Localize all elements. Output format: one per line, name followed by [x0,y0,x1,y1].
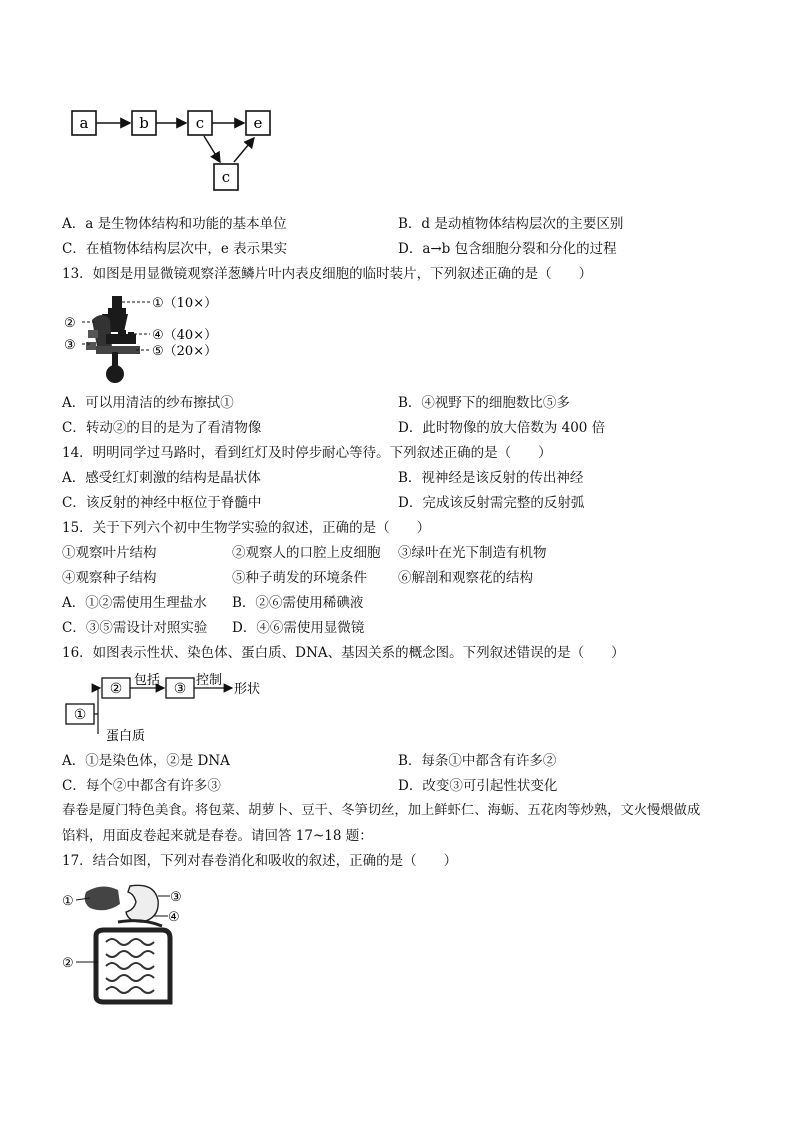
q14-option-b: B．视神经是该反射的传出神经 [398,470,584,486]
q16-option-a: A．①是染色体，②是 DNA [62,753,230,769]
q14-option-c: C．该反射的神经中枢位于脊髓中 [62,495,262,511]
q14-stem: 14．明明同学过马路时，看到红灯及时停步耐心等待。下列叙述正确的是（ ） [62,445,552,461]
q13-option-b: B．④视野下的细胞数比⑤多 [398,395,570,411]
q17-label-4: ④ [168,910,180,925]
label-protein: 蛋白质 [106,729,146,744]
q17-label-1: ① [62,894,74,909]
q15-option-d: D．④⑥需使用显微镜 [232,620,365,636]
arrow-c-down [204,136,220,162]
label-include: 包括 [134,673,161,688]
label-a: a [79,114,89,132]
q13-option-a: A．可以用清洁的纱布擦拭① [62,395,234,411]
node-3: ③ [173,681,187,697]
label-e: e [253,114,263,132]
microscope-image [86,296,140,383]
label-c: c [195,114,205,132]
label-trait: 形状 [234,682,261,697]
arrow-up-e [234,138,254,162]
q15-experiment-2: ②观察人的口腔上皮细胞 [232,545,381,561]
node-1: ① [73,707,87,723]
q15-option-a: A．①②需使用生理盐水 [62,595,207,611]
q15-experiment-3: ③绿叶在光下制造有机物 [398,545,547,561]
q15-experiment-6: ⑥解剖和观察花的结构 [398,570,533,586]
digestive-system-image [85,885,170,1002]
q13-label-1: ①（10×） [152,296,218,311]
q13-label-4: ④（40×） [152,328,218,343]
label-b: b [139,114,149,132]
q16-option-d: D．改变③可引起性状变化 [398,778,558,794]
passage-line-1: 春卷是厦门特色美食。将包菜、胡萝卜、豆干、冬笋切丝，加上鲜虾仁、海蛎、五花肉等炒熟，文火慢煨做成 [62,803,701,818]
q12-option-a: A．a 是生物体结构和功能的基本单位 [62,216,287,232]
q14-option-a: A．感受红灯刺激的结构是晶状体 [62,470,261,486]
label-control: 控制 [196,673,223,688]
q16-stem: 16．如图表示性状、染色体、蛋白质、DNA、基因关系的概念图。下列叙述错误的是（ ） [62,645,625,661]
q15-experiment-4: ④观察种子结构 [62,570,157,586]
q17-label-2: ② [62,956,74,971]
q12-option-b: B．d 是动植物体结构层次的主要区别 [398,216,624,232]
q13-option-c: C．转动②的目的是为了看清物像 [62,420,262,436]
label-c-lower: c [221,168,231,186]
q12-option-c: C．在植物体结构层次中，e 表示果实 [62,241,288,257]
q17-stem: 17．结合如图，下列对春卷消化和吸收的叙述，正确的是（ ） [62,853,458,869]
q17-label-3: ③ [170,890,182,905]
q15-experiment-5: ⑤种子萌发的环境条件 [232,570,367,586]
q12-level-diagram [66,100,286,196]
q13-label-5: ⑤（20×） [152,344,218,359]
q13-microscope-figure [62,290,232,385]
q15-stem: 15．关于下列六个初中生物学实验的叙述，正确的是（ ） [62,520,431,536]
q15-option-b: B．②⑥需使用稀碘液 [232,595,364,611]
q15-option-c: C．③⑤需设计对照实验 [62,620,208,636]
q16-concept-map [62,668,282,746]
q16-option-b: B．每条①中都含有许多② [398,753,557,769]
node-2: ② [109,681,123,697]
q12-option-d: D．a→b 包含细胞分裂和分化的过程 [398,241,617,257]
q15-experiment-1: ①观察叶片结构 [62,545,157,561]
q13-stem: 13．如图是用显微镜观察洋葱鳞片叶内表皮细胞的临时装片，下列叙述正确的是（ ） [62,266,593,282]
q13-label-2: ② [64,316,76,331]
q13-label-3: ③ [64,338,76,353]
q16-option-c: C．每个②中都含有许多③ [62,778,221,794]
q13-option-d: D．此时物像的放大倍数为 400 倍 [398,420,606,436]
passage-line-2: 馅料，用面皮卷起来就是春卷。请回答 17~18 题： [62,828,373,844]
q17-digestive-figure [62,878,192,1010]
q14-option-d: D．完成该反射需完整的反射弧 [398,495,585,511]
